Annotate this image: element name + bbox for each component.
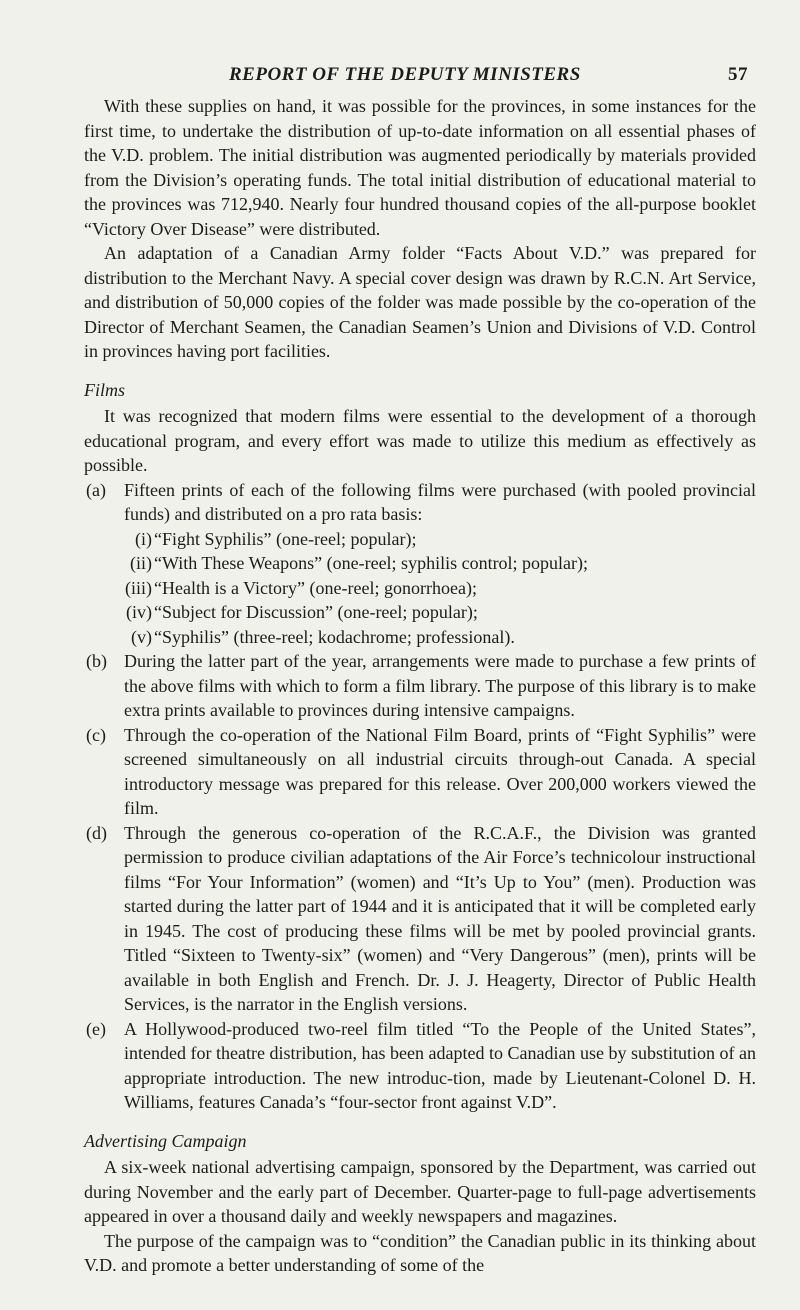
item-marker: (ii) [130,553,152,573]
item-marker: (i) [135,528,152,549]
list-item-d [86,821,756,1017]
list-item-c [86,723,756,821]
list-item-e [86,1017,756,1115]
film-title-item [130,551,756,576]
item-marker: (iii) [125,577,152,598]
item-marker: (v) [131,626,152,647]
item-marker: (c) [86,724,106,745]
item-text: Fifteen prints of each of the following films were purchased (with pooled provincial funds) and distributed on a pro rata basis: [124,479,756,524]
paragraph-army-folder: An adaptation of a Canadian Army folder “Facts About V.D.” was prepared for distribution to the Merchant Navy. A special cover design was drawn by R.C.N. Art Service, and distribution of 50,000 copies of the folder was made possible by the co-operation of the Director of Merchant Seamen, the Canadian Seamen’s Union and Divisions of V.D. Control in provinces having port facilities. [84,243,756,361]
item-text: “Fight Syphilis” (one-reel; popular); [154,528,417,549]
film-title-item [131,625,756,650]
page-body [84,94,756,1278]
item-text: During the latter part of the year, arrangements were made to purchase a few prints of the above films with which to form a film library. The purpose of this library is to make extra prints available to provinces during intensive campaigns. [124,651,756,720]
paragraph-advertising-campaign: A six-week national advertising campaign, sponsored by the Department, was carried out during November and the early part of December. Quarter-page to full-page advertisements appeared in over a thousand daily and weekly newspapers and magazines. [84,1157,756,1226]
film-title-item [135,527,756,552]
item-marker: (d) [86,822,107,843]
paragraph-films-intro: It was recognized that modern films were essential to the development of a thorough educational program, and every effort was made to utilize this medium as effectively as possible. [84,406,756,475]
item-marker: (e) [86,1018,106,1039]
list-item-b [86,649,756,723]
section-heading-advertising: Advertising Campaign [84,1130,247,1151]
paragraph-supplies: With these supplies on hand, it was possible for the provinces, in some instances for the first time, to undertake the distribution of up-to-date information on all essential phases of the V.D. problem. The initial distribution was augmented periodically by materials provided from the Division’s operating funds. The total initial distribution of educational material to the provinces was 712,940. Nearly four hundred thousand copies of the all-purpose booklet “Victory Over Disease” were distributed. [84,96,756,239]
section-heading-films: Films [84,379,126,400]
item-text: Through the generous co-operation of the R.C.A.F., the Division was granted permission to produce civilian adaptations of the Air Force’s technicolour instructional films “For Your Information” (women) and “It’s Up to You” (men). Production was started during the latter part of 1944 and it is anticipated that it will be completed early in 1945. The cost of producing these films will be met by pooled provincial grants. Titled “Sixteen to Twenty-six” (women) and “Very Dangerous” (men), prints will be available in both English and French. Dr. J. J. Heagerty, Director of Public Health Services, is the narrator in the English versions. [124,822,756,1014]
paragraph-campaign-purpose: The purpose of the campaign was to “condition” the Canadian public in its thinking about V.D. and promote a better understanding of some of the [84,1230,756,1275]
item-text: “With These Weapons” (one-reel; syphilis control; popular); [154,553,589,573]
item-text: “Subject for Discussion” (one-reel; popular); [154,602,478,622]
film-title-item [125,576,756,601]
item-text: “Syphilis” (three-reel; kodachrome; professional). [154,626,515,647]
item-text: “Health is a Victory” (one-reel; gonorrhoea); [154,577,477,598]
item-text: Through the co-operation of the National Film Board, prints of “Fight Syphilis” were screened simultaneously on all industrial circuits through-out Canada. A special introductory message was prepared for this release. Over 200,000 workers viewed the film. [124,724,756,818]
page-number: 57 [728,64,748,85]
running-title: REPORT OF THE DEPUTY MINISTERS [229,64,581,85]
film-title-item [126,600,756,625]
item-marker: (b) [86,651,107,671]
item-marker: (iv) [126,602,152,622]
item-marker: (a) [86,479,106,500]
item-text: A Hollywood-produced two-reel film titled “To the People of the United States”, intended for theatre distribution, has been adapted to Canadian use by substitution of an appropriate introduction. The new introduc-tion, made by Lieutenant-Colonel D. H. Williams, features Canada’s “four-sector front against V.D”. [124,1018,756,1112]
list-item-a [86,478,756,527]
